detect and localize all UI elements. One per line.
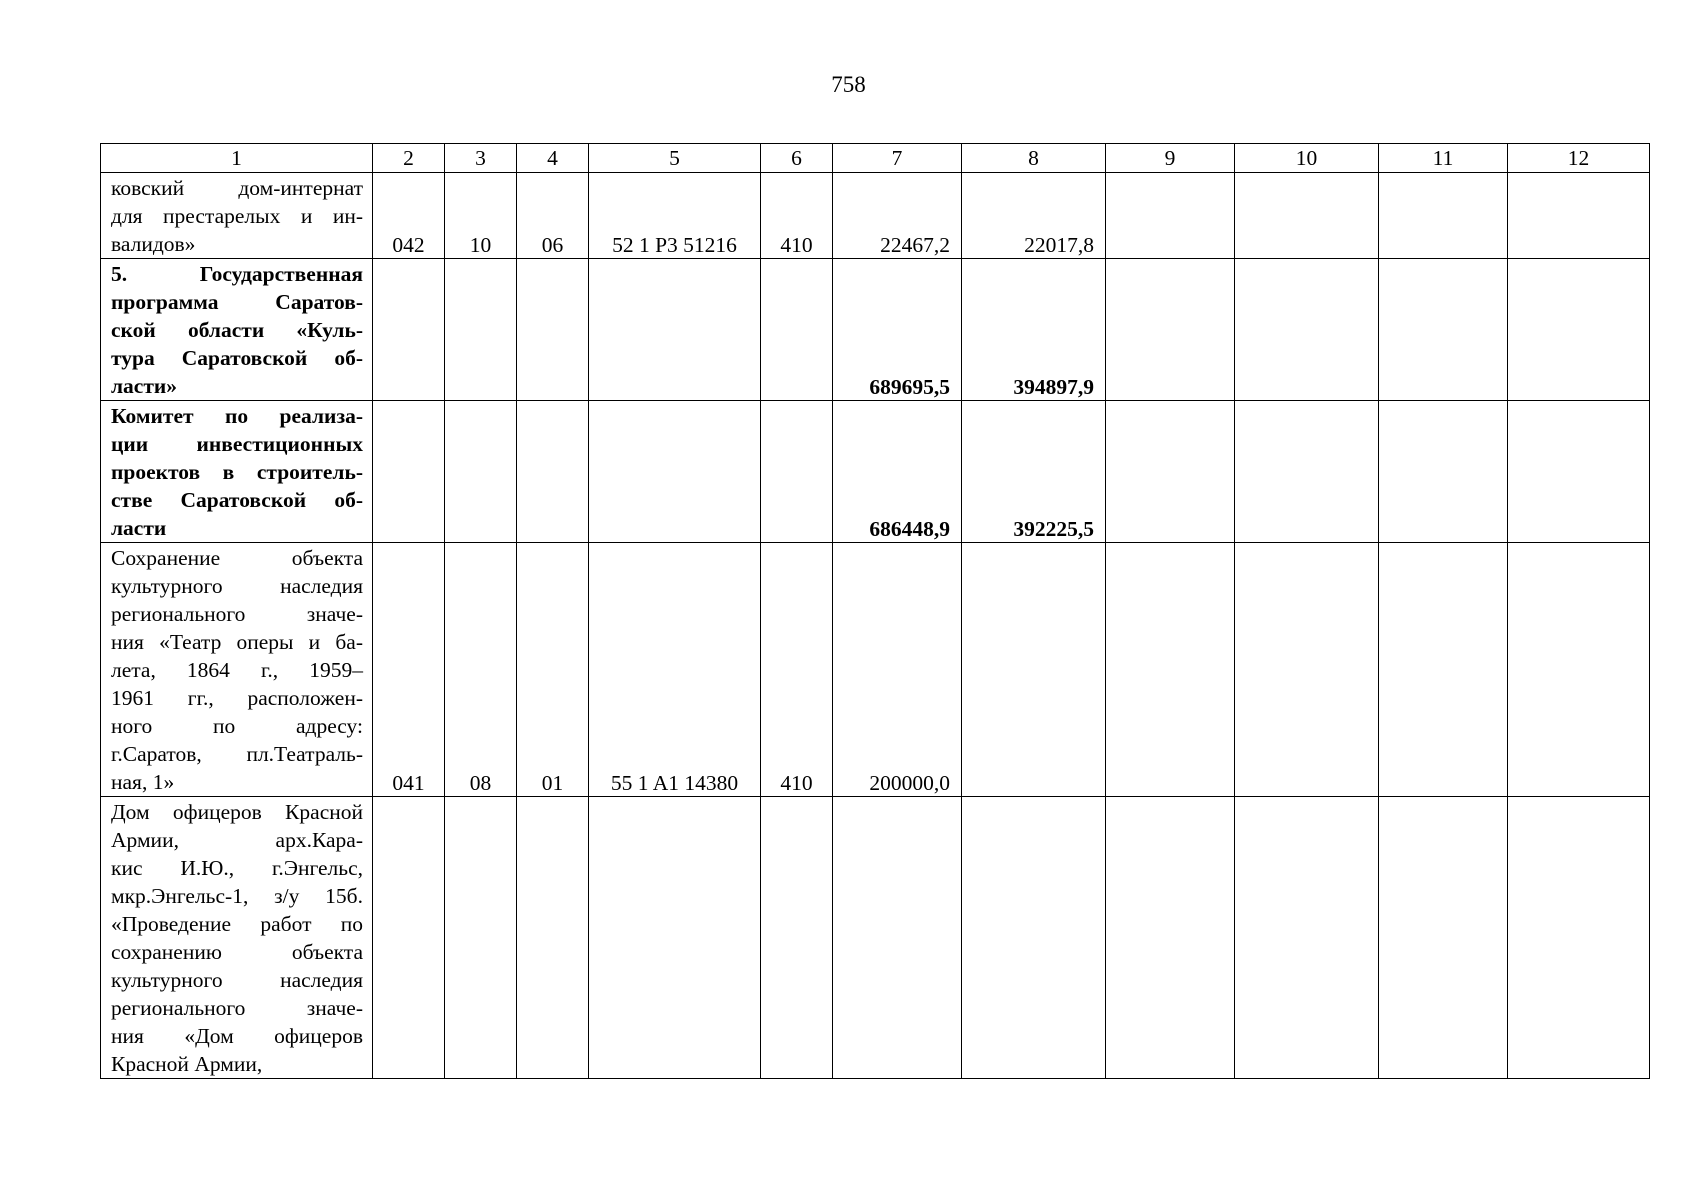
row-description	[101, 259, 373, 401]
cell-col-2	[373, 401, 445, 543]
header-cell-4: 4	[517, 144, 589, 173]
header-cell-5: 5	[589, 144, 761, 173]
cell-col-4: 01	[517, 543, 589, 797]
cell-col-12	[1508, 797, 1650, 1079]
description-line: культурного наследия	[111, 574, 363, 598]
row-description	[101, 543, 373, 797]
cell-col-6	[761, 401, 833, 543]
description-line: «Проведение работ по	[111, 912, 363, 936]
description-line: 1961 гг., расположен-	[111, 686, 363, 710]
cell-col-10	[1235, 543, 1379, 797]
cell-col-5	[589, 259, 761, 401]
description-line: культурного наследия	[111, 968, 363, 992]
header-row	[101, 144, 1650, 173]
cell-col-6: 410	[761, 173, 833, 259]
cell-col-9	[1106, 401, 1235, 543]
cell-col-4	[517, 259, 589, 401]
cell-col-10	[1235, 797, 1379, 1079]
description-line: лета, 1864 г., 1959–	[111, 658, 363, 682]
description-line: ковский дом-интернат	[111, 176, 363, 200]
description-line: кис И.Ю., г.Энгельс,	[111, 856, 363, 880]
cell-col-8: 392225,5	[962, 401, 1106, 543]
header-cell-11: 11	[1379, 144, 1508, 173]
description-line: Дом офицеров Красной	[111, 800, 363, 824]
cell-col-6	[761, 797, 833, 1079]
description-line: регионального значе-	[111, 996, 363, 1020]
cell-col-8: 22017,8	[962, 173, 1106, 259]
row-description	[101, 797, 373, 1079]
cell-col-10	[1235, 259, 1379, 401]
description-line: Комитет по реализа-	[111, 404, 363, 428]
cell-col-10	[1235, 173, 1379, 259]
description-line: сохранению объекта	[111, 940, 363, 964]
cell-col-10	[1235, 401, 1379, 543]
cell-col-5	[589, 401, 761, 543]
cell-col-9	[1106, 797, 1235, 1079]
description-line: проектов в строитель-	[111, 460, 363, 484]
cell-col-12	[1508, 401, 1650, 543]
cell-col-3: 08	[445, 543, 517, 797]
cell-col-4	[517, 797, 589, 1079]
description-line: ния «Дом офицеров	[111, 1024, 363, 1048]
description-line: ласти»	[111, 374, 178, 398]
description-line: Армии, арх.Кара-	[111, 828, 363, 852]
cell-col-3	[445, 259, 517, 401]
cell-col-9	[1106, 173, 1235, 259]
cell-col-4	[517, 401, 589, 543]
description-line: г.Саратов, пл.Театраль-	[111, 742, 363, 766]
cell-col-11	[1379, 259, 1508, 401]
row-description	[101, 173, 373, 259]
header-cell-7: 7	[833, 144, 962, 173]
cell-col-7: 200000,0	[833, 543, 962, 797]
header-cell-2: 2	[373, 144, 445, 173]
cell-col-4: 06	[517, 173, 589, 259]
header-cell-12: 12	[1508, 144, 1650, 173]
row-description	[101, 401, 373, 543]
cell-col-3: 10	[445, 173, 517, 259]
description-line: ного по адресу:	[111, 714, 363, 738]
cell-col-7	[833, 797, 962, 1079]
cell-col-9	[1106, 259, 1235, 401]
cell-col-3	[445, 401, 517, 543]
description-line: ции инвестиционных	[111, 432, 363, 456]
cell-col-2	[373, 797, 445, 1079]
cell-col-11	[1379, 401, 1508, 543]
cell-col-5	[589, 797, 761, 1079]
description-line: ской области «Куль-	[111, 318, 363, 342]
cell-col-5: 55 1 A1 14380	[589, 543, 761, 797]
description-line: ласти	[111, 516, 167, 540]
description-line: мкр.Энгельс-1, з/у 15б.	[111, 884, 363, 908]
description-line: программа Саратов-	[111, 290, 363, 314]
description-line: стве Саратовской об-	[111, 488, 363, 512]
description-line: Красной Армии,	[111, 1052, 263, 1076]
cell-col-11	[1379, 543, 1508, 797]
cell-col-11	[1379, 797, 1508, 1079]
description-line: для престарелых и ин-	[111, 204, 363, 228]
cell-col-11	[1379, 173, 1508, 259]
description-line: ная, 1»	[111, 770, 175, 794]
header-cell-6: 6	[761, 144, 833, 173]
cell-col-8	[962, 797, 1106, 1079]
description-line: регионального значе-	[111, 602, 363, 626]
cell-col-7: 686448,9	[833, 401, 962, 543]
description-line: ния «Театр оперы и ба-	[111, 630, 363, 654]
header-cell-1: 1	[101, 144, 373, 173]
cell-col-2: 042	[373, 173, 445, 259]
cell-col-12	[1508, 543, 1650, 797]
table-row	[101, 173, 1650, 259]
cell-col-7: 689695,5	[833, 259, 962, 401]
table-row	[101, 259, 1650, 401]
cell-col-3	[445, 797, 517, 1079]
cell-col-7: 22467,2	[833, 173, 962, 259]
cell-col-12	[1508, 259, 1650, 401]
cell-col-2	[373, 259, 445, 401]
description-line: 5. Государственная	[111, 262, 363, 286]
header-cell-10: 10	[1235, 144, 1379, 173]
header-cell-9: 9	[1106, 144, 1235, 173]
cell-col-5: 52 1 P3 51216	[589, 173, 761, 259]
cell-col-9	[1106, 543, 1235, 797]
budget-table	[100, 143, 1650, 1079]
table-row	[101, 797, 1650, 1079]
table-row	[101, 543, 1650, 797]
header-cell-8: 8	[962, 144, 1106, 173]
description-line: Сохранение объекта	[111, 546, 363, 570]
cell-col-2: 041	[373, 543, 445, 797]
header-cell-3: 3	[445, 144, 517, 173]
table-row	[101, 401, 1650, 543]
cell-col-12	[1508, 173, 1650, 259]
page-number: 758	[831, 72, 866, 97]
cell-col-6	[761, 259, 833, 401]
cell-col-8: 394897,9	[962, 259, 1106, 401]
cell-col-6: 410	[761, 543, 833, 797]
description-line: валидов»	[111, 232, 196, 256]
cell-col-8	[962, 543, 1106, 797]
description-line: тура Саратовской об-	[111, 346, 363, 370]
